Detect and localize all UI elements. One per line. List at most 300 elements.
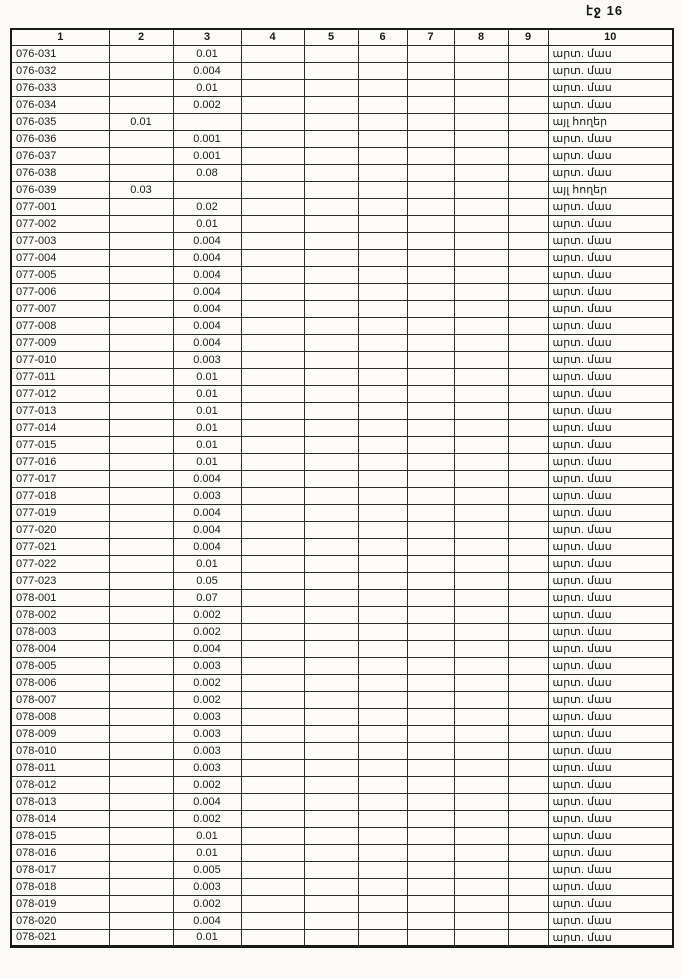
col6-cell — [358, 232, 407, 249]
value-col3-cell: 0.08 — [173, 164, 241, 181]
col6-cell — [358, 895, 407, 912]
col6-cell — [358, 79, 407, 96]
col8-cell — [454, 419, 508, 436]
col5-cell — [304, 79, 358, 96]
col5-cell — [304, 266, 358, 283]
col7-cell — [407, 198, 454, 215]
col7-cell — [407, 368, 454, 385]
col8-cell — [454, 589, 508, 606]
parcel-id-cell: 077-001 — [11, 198, 109, 215]
col4-cell — [241, 810, 304, 827]
col9-cell — [508, 266, 548, 283]
col8-cell — [454, 521, 508, 538]
col7-cell — [407, 606, 454, 623]
value-col2-cell — [109, 147, 173, 164]
col5-cell — [304, 623, 358, 640]
col7-cell — [407, 79, 454, 96]
table-row — [11, 402, 673, 419]
table-row — [11, 691, 673, 708]
col5-cell — [304, 334, 358, 351]
col6-cell — [358, 810, 407, 827]
value-col3-cell: 0.004 — [173, 62, 241, 79]
table-header-row — [11, 29, 673, 45]
value-col3-cell: 0.01 — [173, 385, 241, 402]
table-row — [11, 504, 673, 521]
col4-cell — [241, 555, 304, 572]
table-row — [11, 572, 673, 589]
value-col3-cell: 0.002 — [173, 606, 241, 623]
parcel-id-cell: 076-035 — [11, 113, 109, 130]
table-row — [11, 793, 673, 810]
col9-cell — [508, 827, 548, 844]
col5-cell — [304, 368, 358, 385]
col4-cell — [241, 538, 304, 555]
parcel-id-cell: 077-022 — [11, 555, 109, 572]
col8-cell — [454, 759, 508, 776]
table-row — [11, 776, 673, 793]
value-col3-cell: 0.003 — [173, 351, 241, 368]
col6-cell — [358, 572, 407, 589]
table-row — [11, 674, 673, 691]
col5-cell — [304, 810, 358, 827]
col8-cell — [454, 402, 508, 419]
col4-cell — [241, 453, 304, 470]
parcel-id-cell: 076-031 — [11, 45, 109, 62]
value-col2-cell — [109, 96, 173, 113]
col9-cell — [508, 912, 548, 929]
col5-cell — [304, 657, 358, 674]
col7-cell — [407, 419, 454, 436]
col5-cell — [304, 436, 358, 453]
col8-cell — [454, 844, 508, 861]
value-col3-cell: 0.005 — [173, 861, 241, 878]
col4-cell — [241, 334, 304, 351]
value-col2-cell — [109, 844, 173, 861]
col9-cell — [508, 198, 548, 215]
col9-cell — [508, 555, 548, 572]
col9-cell — [508, 606, 548, 623]
land-type-cell: արտ. մաս — [548, 266, 673, 283]
value-col3-cell: 0.004 — [173, 521, 241, 538]
col4-cell — [241, 640, 304, 657]
table-row — [11, 453, 673, 470]
col7-cell — [407, 572, 454, 589]
col4-cell — [241, 929, 304, 946]
land-type-cell: արտ. մաս — [548, 929, 673, 946]
col5-cell — [304, 164, 358, 181]
land-type-cell: արտ. մաս — [548, 215, 673, 232]
col7-cell — [407, 589, 454, 606]
col6-cell — [358, 470, 407, 487]
col6-cell — [358, 759, 407, 776]
column-header: 10 — [548, 29, 673, 45]
col8-cell — [454, 776, 508, 793]
parcel-id-cell: 078-019 — [11, 895, 109, 912]
col8-cell — [454, 538, 508, 555]
col9-cell — [508, 317, 548, 334]
col7-cell — [407, 657, 454, 674]
col8-cell — [454, 810, 508, 827]
land-type-cell: արտ. մաս — [548, 555, 673, 572]
value-col2-cell — [109, 266, 173, 283]
land-type-cell: արտ. մաս — [548, 504, 673, 521]
col8-cell — [454, 436, 508, 453]
col5-cell — [304, 708, 358, 725]
col9-cell — [508, 436, 548, 453]
col7-cell — [407, 249, 454, 266]
col4-cell — [241, 521, 304, 538]
col5-cell — [304, 912, 358, 929]
land-type-cell: արտ. մաս — [548, 521, 673, 538]
col6-cell — [358, 674, 407, 691]
land-type-cell: արտ. մաս — [548, 844, 673, 861]
table-row — [11, 130, 673, 147]
value-col3-cell: 0.001 — [173, 147, 241, 164]
land-type-cell: արտ. մաս — [548, 470, 673, 487]
parcel-id-cell: 076-036 — [11, 130, 109, 147]
value-col3-cell: 0.07 — [173, 589, 241, 606]
parcel-id-cell: 077-017 — [11, 470, 109, 487]
value-col2-cell — [109, 691, 173, 708]
col8-cell — [454, 691, 508, 708]
table-row — [11, 317, 673, 334]
col6-cell — [358, 691, 407, 708]
col6-cell — [358, 929, 407, 946]
land-type-cell: արտ. մաս — [548, 742, 673, 759]
land-type-cell: արտ. մաս — [548, 283, 673, 300]
col4-cell — [241, 147, 304, 164]
col7-cell — [407, 181, 454, 198]
column-header: 8 — [454, 29, 508, 45]
col4-cell — [241, 742, 304, 759]
col8-cell — [454, 912, 508, 929]
value-col2-cell — [109, 912, 173, 929]
parcel-id-cell: 078-021 — [11, 929, 109, 946]
parcel-id-cell: 078-003 — [11, 623, 109, 640]
column-header: 6 — [358, 29, 407, 45]
col5-cell — [304, 351, 358, 368]
parcel-id-cell: 077-005 — [11, 266, 109, 283]
value-col2-cell — [109, 164, 173, 181]
value-col2-cell — [109, 453, 173, 470]
parcel-id-cell: 076-034 — [11, 96, 109, 113]
value-col2-cell — [109, 436, 173, 453]
col5-cell — [304, 504, 358, 521]
parcel-id-cell: 077-007 — [11, 300, 109, 317]
value-col3-cell: 0.004 — [173, 912, 241, 929]
col6-cell — [358, 521, 407, 538]
col6-cell — [358, 402, 407, 419]
value-col3-cell: 0.004 — [173, 283, 241, 300]
land-type-cell: արտ. մաս — [548, 657, 673, 674]
col8-cell — [454, 895, 508, 912]
col4-cell — [241, 623, 304, 640]
col8-cell — [454, 147, 508, 164]
value-col3-cell: 0.004 — [173, 334, 241, 351]
parcel-id-cell: 078-018 — [11, 878, 109, 895]
value-col2-cell — [109, 368, 173, 385]
col9-cell — [508, 45, 548, 62]
col5-cell — [304, 759, 358, 776]
table-row — [11, 181, 673, 198]
value-col2-cell — [109, 827, 173, 844]
col7-cell — [407, 436, 454, 453]
col7-cell — [407, 623, 454, 640]
col5-cell — [304, 521, 358, 538]
value-col3-cell: 0.004 — [173, 470, 241, 487]
value-col2-cell — [109, 538, 173, 555]
col7-cell — [407, 810, 454, 827]
table-row — [11, 334, 673, 351]
table-row — [11, 725, 673, 742]
col9-cell — [508, 470, 548, 487]
parcel-id-cell: 077-020 — [11, 521, 109, 538]
col4-cell — [241, 232, 304, 249]
table-row — [11, 113, 673, 130]
col9-cell — [508, 793, 548, 810]
value-col3-cell: 0.003 — [173, 725, 241, 742]
col8-cell — [454, 351, 508, 368]
land-type-cell: արտ. մաս — [548, 776, 673, 793]
col9-cell — [508, 504, 548, 521]
col5-cell — [304, 725, 358, 742]
col8-cell — [454, 300, 508, 317]
col9-cell — [508, 708, 548, 725]
land-type-cell: այլ հողեր — [548, 113, 673, 130]
table-row — [11, 861, 673, 878]
parcel-id-cell: 078-020 — [11, 912, 109, 929]
col5-cell — [304, 283, 358, 300]
col6-cell — [358, 657, 407, 674]
col8-cell — [454, 606, 508, 623]
col5-cell — [304, 674, 358, 691]
land-type-cell: արտ. մաս — [548, 895, 673, 912]
col5-cell — [304, 147, 358, 164]
land-type-cell: արտ. մաս — [548, 436, 673, 453]
col8-cell — [454, 113, 508, 130]
col4-cell — [241, 436, 304, 453]
value-col2-cell — [109, 793, 173, 810]
value-col3-cell: 0.02 — [173, 198, 241, 215]
col7-cell — [407, 555, 454, 572]
table-row — [11, 62, 673, 79]
col9-cell — [508, 419, 548, 436]
col7-cell — [407, 708, 454, 725]
col7-cell — [407, 878, 454, 895]
land-type-cell: արտ. մաս — [548, 419, 673, 436]
value-col2-cell: 0.03 — [109, 181, 173, 198]
col7-cell — [407, 402, 454, 419]
col5-cell — [304, 419, 358, 436]
value-col2-cell — [109, 300, 173, 317]
table-row — [11, 521, 673, 538]
land-type-cell: արտ. մաս — [548, 759, 673, 776]
land-type-cell: արտ. մաս — [548, 912, 673, 929]
col6-cell — [358, 96, 407, 113]
land-type-cell: արտ. մաս — [548, 810, 673, 827]
col7-cell — [407, 215, 454, 232]
value-col3-cell: 0.01 — [173, 215, 241, 232]
value-col2-cell — [109, 776, 173, 793]
col8-cell — [454, 640, 508, 657]
value-col2-cell — [109, 623, 173, 640]
value-col2-cell — [109, 606, 173, 623]
col9-cell — [508, 657, 548, 674]
col9-cell — [508, 368, 548, 385]
table-row — [11, 606, 673, 623]
land-type-cell: արտ. մաս — [548, 674, 673, 691]
col6-cell — [358, 793, 407, 810]
col7-cell — [407, 385, 454, 402]
value-col2-cell — [109, 589, 173, 606]
col9-cell — [508, 572, 548, 589]
col4-cell — [241, 844, 304, 861]
col5-cell — [304, 62, 358, 79]
value-col3-cell: 0.01 — [173, 827, 241, 844]
land-type-cell: արտ. մաս — [548, 402, 673, 419]
value-col2-cell — [109, 130, 173, 147]
land-type-cell: արտ. մաս — [548, 691, 673, 708]
col9-cell — [508, 725, 548, 742]
land-type-cell: արտ. մաս — [548, 147, 673, 164]
col6-cell — [358, 555, 407, 572]
col6-cell — [358, 351, 407, 368]
col8-cell — [454, 181, 508, 198]
land-type-cell: արտ. մաս — [548, 878, 673, 895]
col4-cell — [241, 113, 304, 130]
parcel-id-cell: 078-010 — [11, 742, 109, 759]
parcel-id-cell: 077-004 — [11, 249, 109, 266]
parcel-id-cell: 077-011 — [11, 368, 109, 385]
value-col2-cell — [109, 674, 173, 691]
col8-cell — [454, 487, 508, 504]
col4-cell — [241, 385, 304, 402]
col6-cell — [358, 113, 407, 130]
col8-cell — [454, 725, 508, 742]
value-col3-cell: 0.004 — [173, 538, 241, 555]
land-type-cell: արտ. մաս — [548, 708, 673, 725]
col7-cell — [407, 487, 454, 504]
col8-cell — [454, 555, 508, 572]
col6-cell — [358, 62, 407, 79]
col6-cell — [358, 368, 407, 385]
col9-cell — [508, 521, 548, 538]
col7-cell — [407, 521, 454, 538]
value-col2-cell — [109, 657, 173, 674]
land-type-cell: արտ. մաս — [548, 861, 673, 878]
col8-cell — [454, 96, 508, 113]
table-row — [11, 351, 673, 368]
land-type-cell: արտ. մաս — [548, 198, 673, 215]
parcel-id-cell: 078-017 — [11, 861, 109, 878]
col5-cell — [304, 249, 358, 266]
col8-cell — [454, 385, 508, 402]
col8-cell — [454, 674, 508, 691]
col4-cell — [241, 504, 304, 521]
table-row — [11, 657, 673, 674]
col7-cell — [407, 334, 454, 351]
col9-cell — [508, 402, 548, 419]
col4-cell — [241, 62, 304, 79]
col6-cell — [358, 300, 407, 317]
col8-cell — [454, 266, 508, 283]
col7-cell — [407, 640, 454, 657]
col5-cell — [304, 827, 358, 844]
col4-cell — [241, 215, 304, 232]
value-col3-cell: 0.01 — [173, 45, 241, 62]
land-type-cell: արտ. մաս — [548, 334, 673, 351]
col6-cell — [358, 844, 407, 861]
value-col2-cell — [109, 555, 173, 572]
table-row — [11, 385, 673, 402]
col4-cell — [241, 164, 304, 181]
col9-cell — [508, 538, 548, 555]
col7-cell — [407, 538, 454, 555]
col9-cell — [508, 929, 548, 946]
col6-cell — [358, 198, 407, 215]
col6-cell — [358, 725, 407, 742]
land-type-cell: արտ. մաս — [548, 453, 673, 470]
col4-cell — [241, 572, 304, 589]
col4-cell — [241, 249, 304, 266]
value-col3-cell: 0.01 — [173, 844, 241, 861]
col9-cell — [508, 589, 548, 606]
col4-cell — [241, 878, 304, 895]
col9-cell — [508, 164, 548, 181]
table-row — [11, 215, 673, 232]
value-col3-cell: 0.003 — [173, 742, 241, 759]
col6-cell — [358, 504, 407, 521]
col5-cell — [304, 453, 358, 470]
value-col2-cell — [109, 419, 173, 436]
col8-cell — [454, 232, 508, 249]
land-type-cell: արտ. մաս — [548, 589, 673, 606]
value-col3-cell: 0.002 — [173, 776, 241, 793]
value-col3-cell: 0.01 — [173, 929, 241, 946]
value-col3-cell: 0.004 — [173, 504, 241, 521]
col9-cell — [508, 249, 548, 266]
land-type-cell: արտ. մաս — [548, 232, 673, 249]
col4-cell — [241, 130, 304, 147]
col5-cell — [304, 861, 358, 878]
col6-cell — [358, 130, 407, 147]
col6-cell — [358, 436, 407, 453]
col8-cell — [454, 878, 508, 895]
table-row — [11, 45, 673, 62]
col8-cell — [454, 929, 508, 946]
col8-cell — [454, 62, 508, 79]
value-col3-cell: 0.004 — [173, 640, 241, 657]
value-col3-cell: 0.003 — [173, 759, 241, 776]
value-col2-cell — [109, 232, 173, 249]
value-col2-cell — [109, 929, 173, 946]
table-row — [11, 640, 673, 657]
col4-cell — [241, 419, 304, 436]
col4-cell — [241, 181, 304, 198]
col4-cell — [241, 861, 304, 878]
col6-cell — [358, 215, 407, 232]
col9-cell — [508, 895, 548, 912]
table-row — [11, 419, 673, 436]
col9-cell — [508, 776, 548, 793]
col7-cell — [407, 844, 454, 861]
value-col3-cell: 0.004 — [173, 793, 241, 810]
col6-cell — [358, 385, 407, 402]
table-row — [11, 266, 673, 283]
col5-cell — [304, 844, 358, 861]
col8-cell — [454, 45, 508, 62]
col6-cell — [358, 334, 407, 351]
